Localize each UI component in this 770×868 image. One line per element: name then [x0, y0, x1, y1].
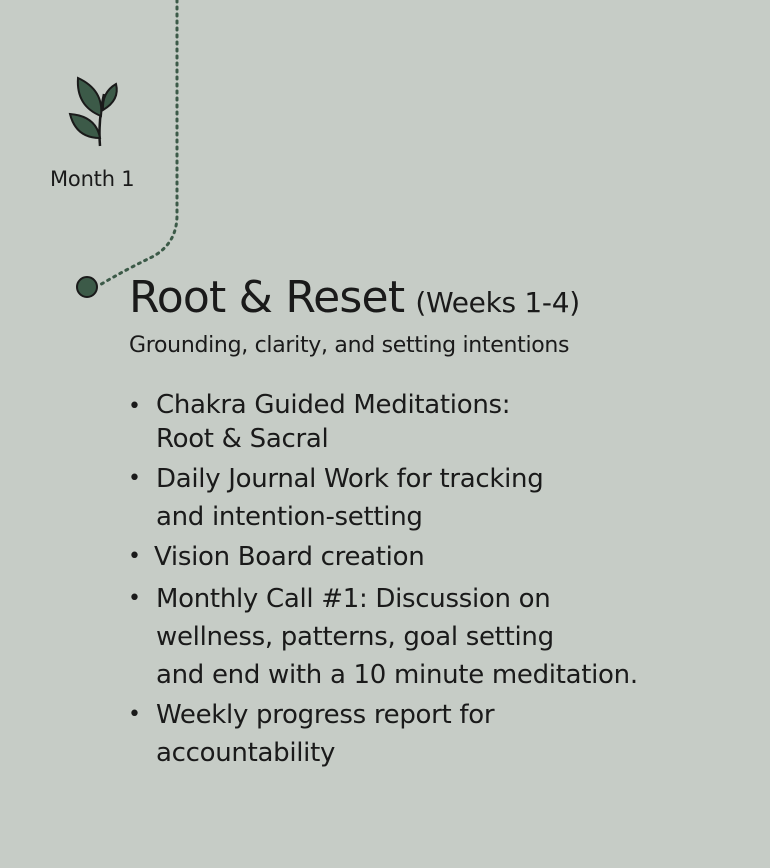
list-item-line: accountability [156, 738, 336, 768]
list-item-line: and intention-setting [156, 502, 423, 532]
list-item-text [156, 580, 638, 694]
bullet-icon: • [128, 466, 141, 491]
list-item-line: Chakra Guided Meditations: [156, 390, 511, 420]
bullet-icon: • [128, 544, 141, 569]
list-item-text [156, 696, 494, 772]
section-title: Root & Reset [129, 272, 405, 323]
list-item-line: and end with a 10 minute meditation. [156, 660, 638, 690]
list-item-text [156, 388, 510, 456]
month-label: Month 1 [50, 167, 135, 191]
list-item-text [156, 460, 543, 536]
list-item-line: Daily Journal Work for tracking [156, 464, 544, 494]
bullet-icon: • [128, 394, 141, 419]
list-item-line: Weekly progress report for [156, 700, 495, 730]
bullet-icon: • [128, 702, 141, 727]
section-subtitle: Grounding, clarity, and setting intentions [129, 333, 570, 358]
list-item-text [154, 538, 424, 576]
bullet-icon: • [128, 586, 141, 611]
section-heading [129, 272, 580, 323]
list-item-line: Vision Board creation [154, 542, 425, 572]
section-weeks: (Weeks 1-4) [415, 286, 580, 319]
list-item-line: Root & Sacral [156, 424, 329, 454]
leaf-sprig-icon [66, 76, 122, 152]
list-item-line: Monthly Call #1: Discussion on [156, 584, 551, 614]
list-item-line: wellness, patterns, goal setting [156, 622, 554, 652]
timeline-node-icon [77, 277, 97, 297]
